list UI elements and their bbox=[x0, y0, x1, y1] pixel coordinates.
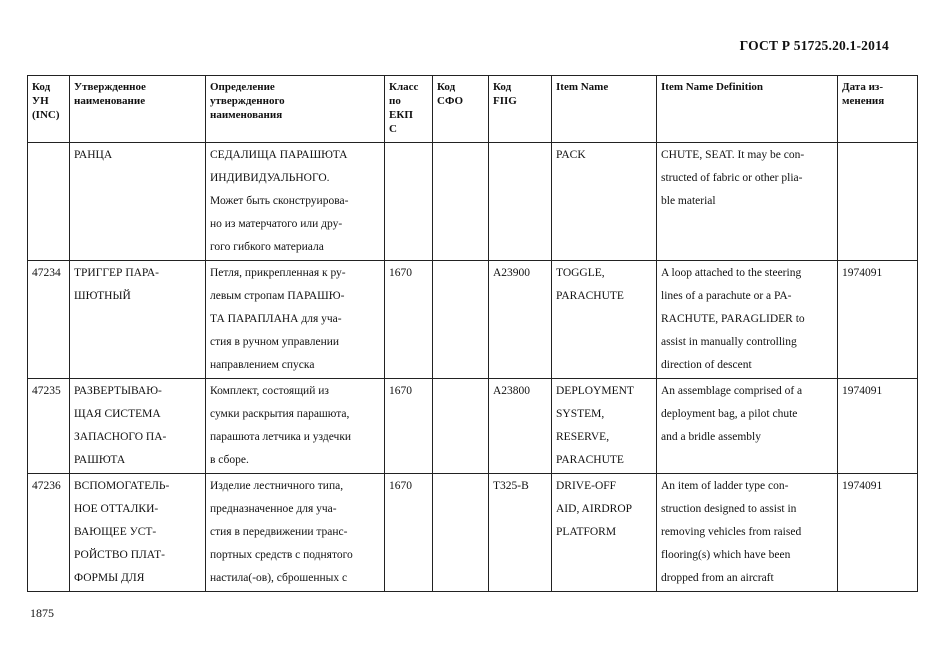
cell-item-definition bbox=[657, 143, 838, 261]
cell-item-definition-line: direction of descent bbox=[661, 359, 752, 371]
cell-item-definition-line: and a bridle assembly bbox=[661, 431, 761, 443]
page-number: 1875 bbox=[30, 606, 54, 620]
cell-approved-name-line: ШЮТНЫЙ bbox=[74, 290, 131, 302]
cell-definition-line: стия в передвижении транс- bbox=[210, 526, 348, 538]
cell-approved-name bbox=[70, 474, 206, 592]
cell-item-definition-line: CHUTE, SEAT. It may be con- bbox=[661, 149, 805, 161]
cell-definition-line: предназначенное для уча- bbox=[210, 503, 337, 515]
cell-item-name-line: PLATFORM bbox=[556, 526, 617, 538]
cell-item-definition-line: structed of fabric or other plia- bbox=[661, 172, 803, 184]
cell-item-definition-line: dropped from an aircraft bbox=[661, 572, 774, 584]
cell-sfo bbox=[433, 379, 489, 474]
cell-approved-name-line: РАЗВЕРТЫВАЮ- bbox=[74, 385, 162, 397]
cell-item-name-line: DRIVE-OFF bbox=[556, 480, 617, 492]
cell-definition-line: портных средств с поднятого bbox=[210, 549, 353, 561]
cell-class bbox=[385, 143, 433, 261]
cell-item-name-line: SYSTEM, bbox=[556, 408, 605, 420]
cell-approved-name bbox=[70, 261, 206, 379]
cell-item-name bbox=[552, 379, 657, 474]
cell-item-definition bbox=[657, 474, 838, 592]
cell-item-definition-line: RACHUTE, PARAGLIDER to bbox=[661, 313, 805, 325]
cell-item-name-line: DEPLOYMENT bbox=[556, 385, 634, 397]
cell-item-definition bbox=[657, 379, 838, 474]
cell-definition-line: ИНДИВИДУАЛЬНОГО. bbox=[210, 172, 330, 184]
cell-item-name bbox=[552, 474, 657, 592]
cell-definition-line: направлением спуска bbox=[210, 359, 315, 371]
col-header-item-name: Item Name bbox=[552, 76, 657, 143]
cell-item-definition-line: An item of ladder type con- bbox=[661, 480, 789, 492]
col-header-item-definition: Item Name Definition bbox=[657, 76, 838, 143]
cell-approved-name-line: РАШЮТА bbox=[74, 454, 126, 466]
cell-fiig: T325-B bbox=[489, 474, 552, 592]
col-header-class: Класс по ЕКП С bbox=[385, 76, 433, 143]
catalog-table bbox=[27, 75, 918, 592]
cell-definition bbox=[206, 143, 385, 261]
cell-approved-name-line: РОЙСТВО ПЛАТ- bbox=[74, 549, 165, 561]
cell-definition-line: Может быть сконструирова- bbox=[210, 195, 349, 207]
col-header-change-date: Дата из- менения bbox=[838, 76, 918, 143]
cell-definition-line: СЕДАЛИЩА ПАРАШЮТА bbox=[210, 149, 348, 161]
cell-item-name bbox=[552, 261, 657, 379]
cell-item-name-line: PACK bbox=[556, 149, 586, 161]
cell-item-name-line: RESERVE, bbox=[556, 431, 610, 443]
cell-change-date: 1974091 bbox=[838, 261, 918, 379]
document-code: ГОСТ Р 51725.20.1-2014 bbox=[739, 38, 889, 53]
cell-item-definition-line: assist in manually controlling bbox=[661, 336, 797, 348]
cell-definition-line: гого гибкого материала bbox=[210, 241, 324, 253]
cell-item-definition-line: flooring(s) which have been bbox=[661, 549, 791, 561]
cell-inc: 47234 bbox=[28, 261, 70, 379]
cell-sfo bbox=[433, 474, 489, 592]
cell-definition bbox=[206, 261, 385, 379]
cell-definition-line: но из матерчатого или дру- bbox=[210, 218, 343, 230]
cell-fiig: A23800 bbox=[489, 379, 552, 474]
cell-class: 1670 bbox=[385, 379, 433, 474]
cell-approved-name bbox=[70, 379, 206, 474]
cell-item-definition-line: lines of a parachute or a PA- bbox=[661, 290, 792, 302]
table-header-row bbox=[28, 76, 918, 143]
cell-sfo bbox=[433, 261, 489, 379]
cell-definition-line: Петля, прикрепленная к ру- bbox=[210, 267, 346, 279]
cell-item-name-line: AID, AIRDROP bbox=[556, 503, 633, 515]
cell-class: 1670 bbox=[385, 474, 433, 592]
cell-definition-line: настила(-ов), сброшенных с bbox=[210, 572, 348, 584]
cell-inc bbox=[28, 143, 70, 261]
cell-definition-line: ТА ПАРАПЛАНА для уча- bbox=[210, 313, 342, 325]
cell-item-definition-line: struction designed to assist in bbox=[661, 503, 797, 515]
cell-approved-name-line: ЩАЯ СИСТЕМА bbox=[74, 408, 161, 420]
cell-definition-line: в сборе. bbox=[210, 454, 249, 466]
cell-definition bbox=[206, 474, 385, 592]
cell-definition bbox=[206, 379, 385, 474]
cell-definition-line: сумки раскрытия парашюта, bbox=[210, 408, 350, 420]
cell-item-name bbox=[552, 143, 657, 261]
cell-approved-name-line: ФОРМЫ ДЛЯ bbox=[74, 572, 145, 584]
table-row bbox=[28, 379, 918, 474]
table-row bbox=[28, 143, 918, 261]
cell-class: 1670 bbox=[385, 261, 433, 379]
col-header-inc: Код УН (INC) bbox=[28, 76, 70, 143]
cell-sfo bbox=[433, 143, 489, 261]
cell-definition-line: стия в ручном управлении bbox=[210, 336, 340, 348]
col-header-fiig: Код FIIG bbox=[489, 76, 552, 143]
table-row bbox=[28, 474, 918, 592]
cell-item-definition-line: A loop attached to the steering bbox=[661, 267, 802, 279]
col-header-approved-name: Утвержденное наименование bbox=[70, 76, 206, 143]
cell-approved-name-line: НОЕ ОТТАЛКИ- bbox=[74, 503, 159, 515]
cell-item-definition-line: ble material bbox=[661, 195, 716, 207]
cell-item-name-line: PARACHUTE bbox=[556, 454, 624, 466]
cell-fiig: A23900 bbox=[489, 261, 552, 379]
cell-item-name-line: PARACHUTE bbox=[556, 290, 624, 302]
cell-inc: 47236 bbox=[28, 474, 70, 592]
cell-change-date: 1974091 bbox=[838, 379, 918, 474]
cell-item-definition bbox=[657, 261, 838, 379]
cell-fiig bbox=[489, 143, 552, 261]
cell-item-definition-line: deployment bag, a pilot chute bbox=[661, 408, 798, 420]
cell-item-definition-line: An assemblage comprised of a bbox=[661, 385, 803, 397]
col-header-definition: Определение утвержденного наименования bbox=[206, 76, 385, 143]
cell-change-date: 1974091 bbox=[838, 474, 918, 592]
cell-approved-name bbox=[70, 143, 206, 261]
cell-definition-line: парашюта летчика и уздечки bbox=[210, 431, 352, 443]
cell-item-name-line: TOGGLE, bbox=[556, 267, 605, 279]
cell-definition-line: Комплект, состоящий из bbox=[210, 385, 329, 397]
col-header-sfo: Код СФО bbox=[433, 76, 489, 143]
cell-approved-name-line: РАНЦА bbox=[74, 149, 113, 161]
table-row bbox=[28, 261, 918, 379]
cell-approved-name-line: ВАЮЩЕЕ УСТ- bbox=[74, 526, 157, 538]
cell-approved-name-line: ТРИГГЕР ПАРА- bbox=[74, 267, 159, 279]
cell-item-definition-line: removing vehicles from raised bbox=[661, 526, 802, 538]
cell-definition-line: Изделие лестничного типа, bbox=[210, 480, 344, 492]
cell-approved-name-line: ЗАПАСНОГО ПА- bbox=[74, 431, 167, 443]
cell-approved-name-line: ВСПОМОГАТЕЛЬ- bbox=[74, 480, 170, 492]
cell-change-date bbox=[838, 143, 918, 261]
cell-inc: 47235 bbox=[28, 379, 70, 474]
table-body bbox=[28, 143, 918, 592]
cell-definition-line: левым стропам ПАРАШЮ- bbox=[210, 290, 345, 302]
